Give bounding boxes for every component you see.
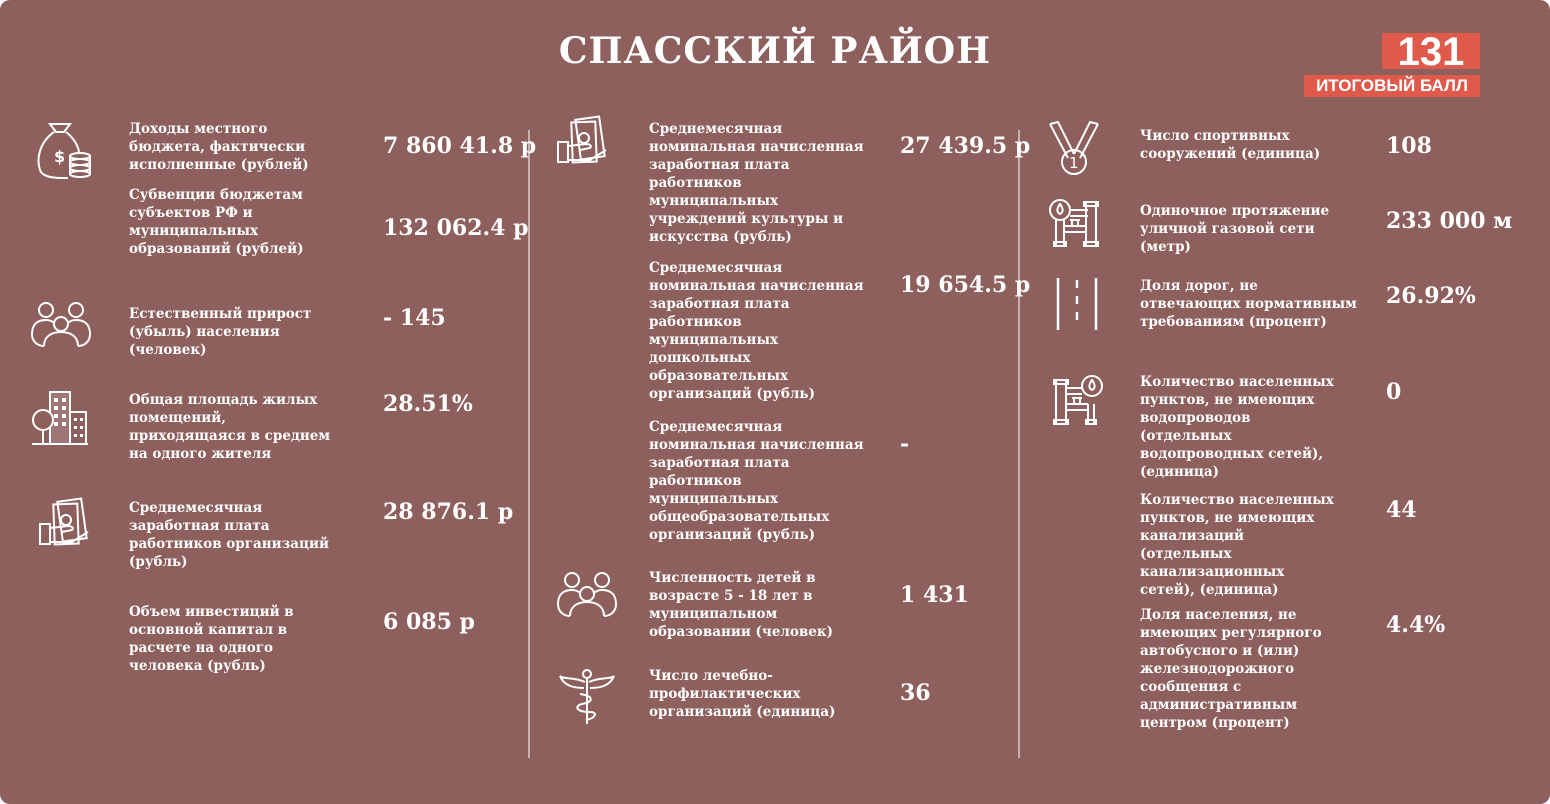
metric-label-children-count: Численность детей в возрасте 5 - 18 лет в муниципальном образовании (человек) <box>649 570 834 640</box>
metric-value-preschool-salary: 19 654.5 р <box>900 272 1031 298</box>
children-group-icon <box>556 568 618 618</box>
metric-label-no-sewerage: Количество населенных пунктов, не имеющих канализаций (отдельных канализационных сетей), (единица) <box>1140 492 1334 598</box>
caduceus-icon <box>558 668 616 726</box>
metric-value-investment: 6 085 р <box>383 609 475 635</box>
metric-label-subventions: Субвенции бюджетам субъектов РФ и муниципальных образований (рублей) <box>129 187 304 257</box>
metric-label-average-salary: Среднемесячная заработная плата работников организаций (рубль) <box>129 500 330 570</box>
metric-value-average-salary: 28 876.1 р <box>383 499 514 525</box>
metric-label-preschool-salary: Среднемесячная номинальная начисленная заработная плата работников муниципальных дошкольных образовательных организаций (рубль) <box>649 260 864 402</box>
water-pipe-icon <box>1048 374 1104 428</box>
metric-value-no-water-supply: 0 <box>1386 379 1402 405</box>
metric-value-substandard-roads: 26.92% <box>1386 283 1476 309</box>
page-title: СПАССКИЙ РАЙОН <box>558 30 992 72</box>
svg-text:1: 1 <box>1069 154 1079 172</box>
road-icon <box>1052 276 1102 332</box>
metric-value-no-sewerage: 44 <box>1386 497 1417 523</box>
metric-label-living-area: Общая площадь жилых помещений, приходящаяся в среднем на одного жителя <box>129 392 331 462</box>
metric-value-subventions: 132 062.4 р <box>383 215 529 241</box>
metric-label-medical-orgs: Число лечебно-профилактических организаций (единица) <box>649 668 836 720</box>
metric-value-children-count: 1 431 <box>900 582 969 608</box>
metric-label-population-growth: Естественный прирост (убыль) населения (человек) <box>129 306 312 358</box>
metric-value-gas-network: 233 000 м <box>1386 208 1513 234</box>
metric-value-population-growth: - 145 <box>383 305 446 331</box>
medal-icon <box>1046 120 1102 178</box>
metric-value-medical-orgs: 36 <box>900 680 931 706</box>
salary-hand-icon <box>556 114 610 166</box>
metric-value-sports-facilities: 108 <box>1386 133 1432 159</box>
total-score-label: ИТОГОВЫЙ БАЛЛ <box>1304 75 1480 97</box>
metric-value-budget-income: 7 860 41.8 р <box>383 133 537 159</box>
metric-value-no-transport: 4.4% <box>1386 612 1446 638</box>
metric-label-investment: Объем инвестиций в основной капитал в расчете на одного человека (рубль) <box>129 604 294 674</box>
metric-label-no-transport: Доля населения, не имеющих регулярного автобусного и (или) железнодорожного сообщения с административным центром (процент) <box>1140 607 1322 731</box>
svg-text:$: $ <box>54 147 66 166</box>
metric-value-living-area: 28.51% <box>383 391 473 417</box>
metric-value-culture-salary: 27 439.5 р <box>900 133 1031 159</box>
total-score-value: 131 <box>1382 33 1480 69</box>
people-group-icon <box>30 298 92 348</box>
metric-label-gas-network: Одиночное протяжение уличной газовой сети (метр) <box>1140 203 1330 255</box>
gas-pipe-icon <box>1048 196 1104 250</box>
money-bag-icon <box>34 118 92 180</box>
metric-label-budget-income: Доходы местного бюджета, фактически исполненные (рублей) <box>129 121 309 173</box>
residential-building-icon <box>30 390 90 448</box>
column-divider-2 <box>1018 130 1020 758</box>
metric-value-school-salary: - <box>900 431 910 457</box>
metric-label-culture-salary: Среднемесячная номинальная начисленная заработная плата работников муниципальных учреждений культуры и искусства (рубль) <box>649 121 864 245</box>
metric-label-sports-facilities: Число спортивных сооружений (единица) <box>1140 128 1321 162</box>
salary-hand-icon <box>38 496 92 548</box>
metric-label-no-water-supply: Количество населенных пунктов, не имеющих водопроводов (отдельных водопроводных сетей), (единица) <box>1140 374 1334 480</box>
metric-label-substandard-roads: Доля дорог, не отвечающих нормативным требованиям (процент) <box>1140 278 1357 330</box>
metric-label-school-salary: Среднемесячная номинальная начисленная заработная плата работников муниципальных общеобразовательных организаций (рубль) <box>649 419 864 543</box>
